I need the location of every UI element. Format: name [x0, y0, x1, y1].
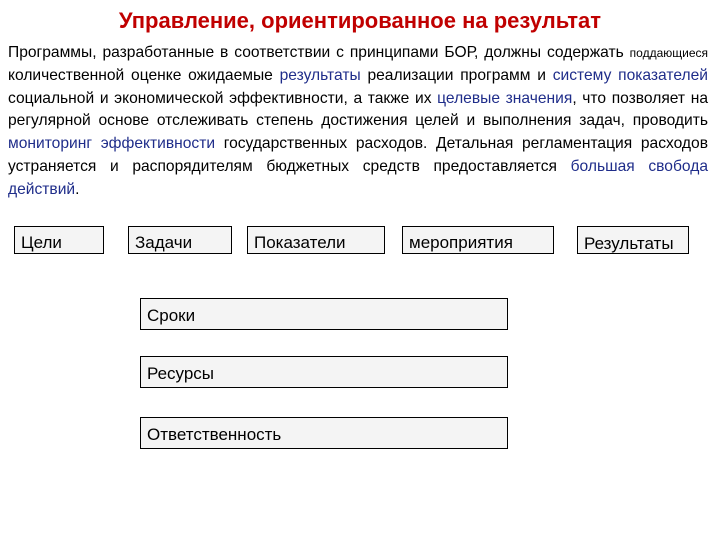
highlight-target-values: целевые значения: [437, 89, 573, 107]
highlight-indicator-system: систему показателей: [552, 66, 708, 84]
para-text-2: количественной оценке ожидаемые: [8, 66, 280, 84]
responsibility-box: [140, 417, 508, 449]
indicators-box: [247, 226, 385, 254]
para-text-1: Программы, разработанные в соответствии с принципами БОР, должны содержать: [8, 44, 624, 61]
highlight-results: результаты: [279, 66, 361, 84]
indicators-label: Показатели: [254, 233, 346, 252]
para-text-small: поддающиеся: [629, 46, 708, 60]
para-text-5: , что позволяет на регулярной основе отслеживать степень достижения целей и выполнения задач, проводить: [8, 89, 708, 130]
para-text-3: реализации программ и: [360, 66, 553, 84]
description-paragraph: [8, 42, 708, 202]
deadlines-box: [140, 298, 508, 330]
highlight-freedom: большая свобода действий: [8, 157, 708, 198]
goals-label: Цели: [21, 233, 62, 252]
tasks-label: Задачи: [135, 233, 193, 252]
deadlines-label: Сроки: [147, 306, 196, 325]
slide-title: Управление, ориентированное на результат: [118, 8, 602, 33]
tasks-box: [128, 226, 232, 254]
para-text-4: социальной и экономической эффективности, а также их: [8, 89, 438, 107]
measures-box: [402, 226, 554, 254]
goals-box: [14, 226, 104, 254]
highlight-monitoring: мониторинг эффективности: [8, 135, 216, 153]
resources-label: Ресурсы: [147, 364, 215, 383]
resources-box: [140, 356, 508, 388]
results-label: Результаты: [584, 234, 674, 253]
results-box: [577, 226, 689, 254]
para-text-7: .: [75, 180, 80, 198]
measures-label: мероприятия: [409, 233, 513, 252]
responsibility-label: Ответственность: [147, 425, 282, 444]
para-text-6: государственных расходов. Детальная регламентация расходов устраняется и распорядителям бюджетных средств предоставляется: [8, 135, 708, 175]
